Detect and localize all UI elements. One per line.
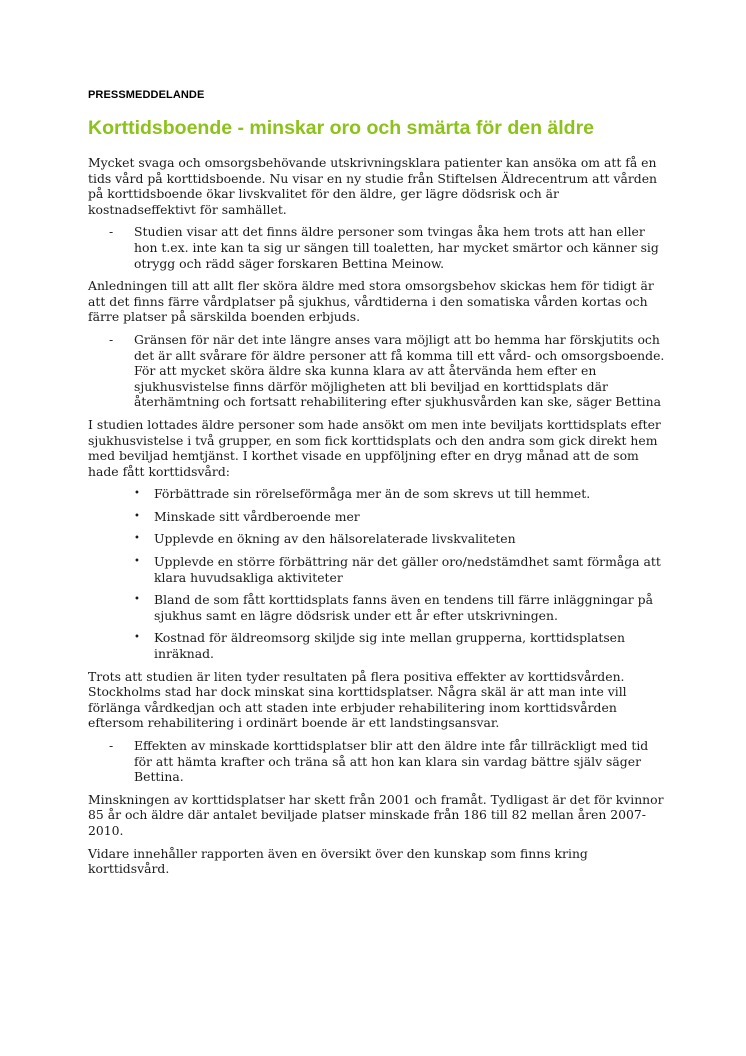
paragraph-reason: Anledningen till att allt fler sköra äldre med stora omsorgsbehov skickas hem för tidigt är att det finns färre vårdplatser på sjukhus, vårdtiderna i den somatiska vården kortas och färre platser på särskilda boenden erbjuds.: [88, 278, 654, 325]
list-item: • Upplevde en ökning av den hälsorelaterade livskvaliteten: [154, 531, 668, 547]
paragraph-study: I studien lottades äldre personer som hade ansökt om men inte beviljats korttidsplats efter sjukhusvistelse i två grupper, en som fick korttidsplats och den andra som gick direkt hem med beviljad hemtjänst. I korthet visade en uppföljning efter en dryg månad att de som hade fått korttidsvård:: [88, 416, 661, 479]
list-item: • Förbättrade sin rörelseförmåga mer än de som skrevs ut till hemmet.: [154, 486, 668, 502]
list-item: • Minskade sitt vårdberoende mer: [154, 509, 668, 525]
page-title: Korttidsboende - minskar oro och smärta för den äldre: [88, 117, 595, 139]
paragraph-stockholm: Trots att studien är liten tyder resultaten på flera positiva effekter av korttidsvården. Stockholms stad har dock minskat sina korttidsplatser. Några skäl är att man inte vill förlänga vårdkedjan och att staden inte erbjuder rehabilitering inom korttidsvården eftersom rehabilitering i ordinärt boende är ett landstingsansvar.: [88, 668, 627, 731]
document-label: PRESSMEDDELANDE: [88, 89, 205, 101]
intro-paragraph: Mycket svaga och omsorgsbehövande utskrivningsklara patienter kan ansöka om att få en tids vård på korttidsboende. Nu visar en ny studie från Stiftelsen Äldrecentrum att vården på korttidsboende ökar livskvalitet för den äldre, ger lägre dödsrisk och är kostnadseffektivt för samhället.: [88, 155, 658, 217]
quote-item: - Effekten av minskade korttidsplatser blir att den äldre inte får tillräckligt med tid för att hämta krafter och träna så att hon kan klara sin vardag bättre själv säger Bettina.: [134, 738, 668, 785]
quote-item: - Studien visar att det finns äldre personer som tvingas åka hem trots att han eller hon t.ex. inte kan ta sig ur sängen till toaletten, har mycket smärtor och känner sig otrygg och rädd säger forskaren Bettina Meinow.: [134, 224, 668, 271]
quote-list-2: [88, 332, 668, 410]
list-item: • Bland de som fått korttidsplats fanns även en tendens till färre inläggningar på sjukhus samt en lägre dödsrisk under ett år efter utskrivningen.: [154, 592, 668, 623]
quote-item: - Gränsen för när det inte längre anses vara möjligt att bo hemma har förskjutits och det är allt svårare för äldre personer att få komma till ett vård- och omsorgsboende. För att mycket sköra äldre ska kunna klara av att återvända hem efter en sjukhusvistelse finns därför möjligheten att bli beviljad en korttidsplats där återhämtning och fortsatt rehabilitering efter sjukhusvården kan ske, säger Bettina: [134, 332, 668, 410]
list-item: • Upplevde en större förbättring när det gäller oro/nedstämdhet samt förmåga att klara huvudsakliga aktiviteter: [154, 554, 668, 585]
paragraph-decrease: Minskningen av korttidsplatser har skett från 2001 och framåt. Tydligast är det för kvinnor 85 år och äldre där antalet beviljade platser minskade från 186 till 82 mellan åren 2007-2010.: [88, 791, 664, 838]
quote-list-3: [88, 738, 668, 785]
list-item: • Kostnad för äldreomsorg skiljde sig inte mellan grupperna, korttidsplatsen inräknad.: [154, 630, 668, 661]
results-list: [88, 486, 668, 661]
article-body: [88, 155, 668, 884]
quote-list-1: [88, 224, 668, 271]
paragraph-report: Vidare innehåller rapporten även en översikt över den kunskap som finns kring korttidsvård.: [88, 845, 588, 877]
